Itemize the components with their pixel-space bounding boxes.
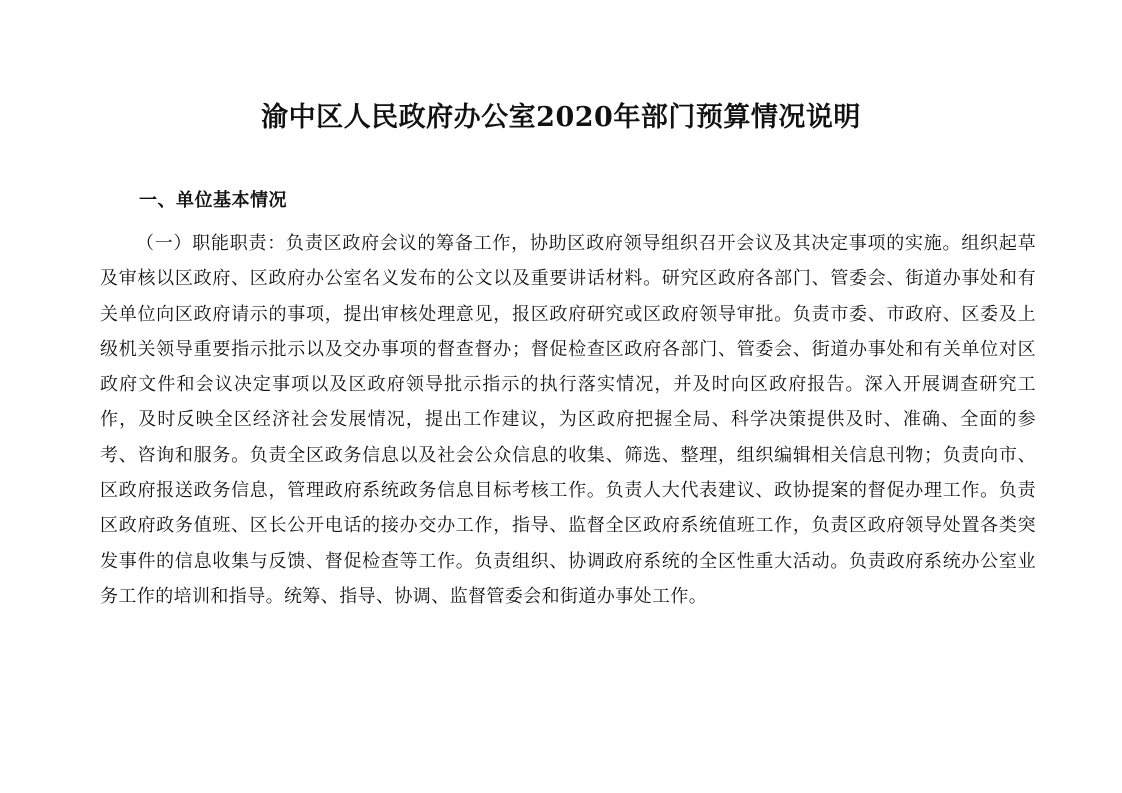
document-title: 渝中区人民政府办公室2020年部门预算情况说明 — [261, 102, 861, 133]
body-paragraph: （一）职能职责：负责区政府会议的筹备工作，协助区政府领导组织召开会议及其决定事项的实施。组织起草及审核以区政府、区政府办公室名义发布的公文以及重要讲话材料。研究区政府各部门、管委会、街道办事处和有关单位向区政府请示的事项，提出审核处理意见，报区政府研究或区政府领导审批。负责市委、市政府、区委及上级机关领导重要指示批示以及交办事项的督查督办；督促检查区政府各部门、管委会、街道办事处和有关单位对区政府文件和会议决定事项以及区政府领导批示指示的执行落实情况，并及时向区政府报告。深入开展调查研究工作，及时反映全区经济社会发展情况，提出工作建议，为区政府把握全局、科学决策提供及时、准确、全面的参考、咨询和服务。负责全区政务信息以及社会公众信息的收集、筛选、整理，组织编辑相关信息刊物；负责向市、区政府报送政务信息，管理政府系统政务信息目标考核工作。负责人大代表建议、政协提案的督促办理工作。负责区政府政务值班、区长公开电话的接办交办工作，指导、监督全区政府系统值班工作，负责区政府领导处置各类突发事件的信息收集与反馈、督促检查等工作。负责组织、协调政府系统的全区性重大活动。负责政府系统办公室业务工作的培训和指导。统筹、指导、协调、监督管委会和街道办事处工作。 — [100, 233, 1036, 607]
section-heading: 一、单位基本情况 — [139, 190, 287, 211]
